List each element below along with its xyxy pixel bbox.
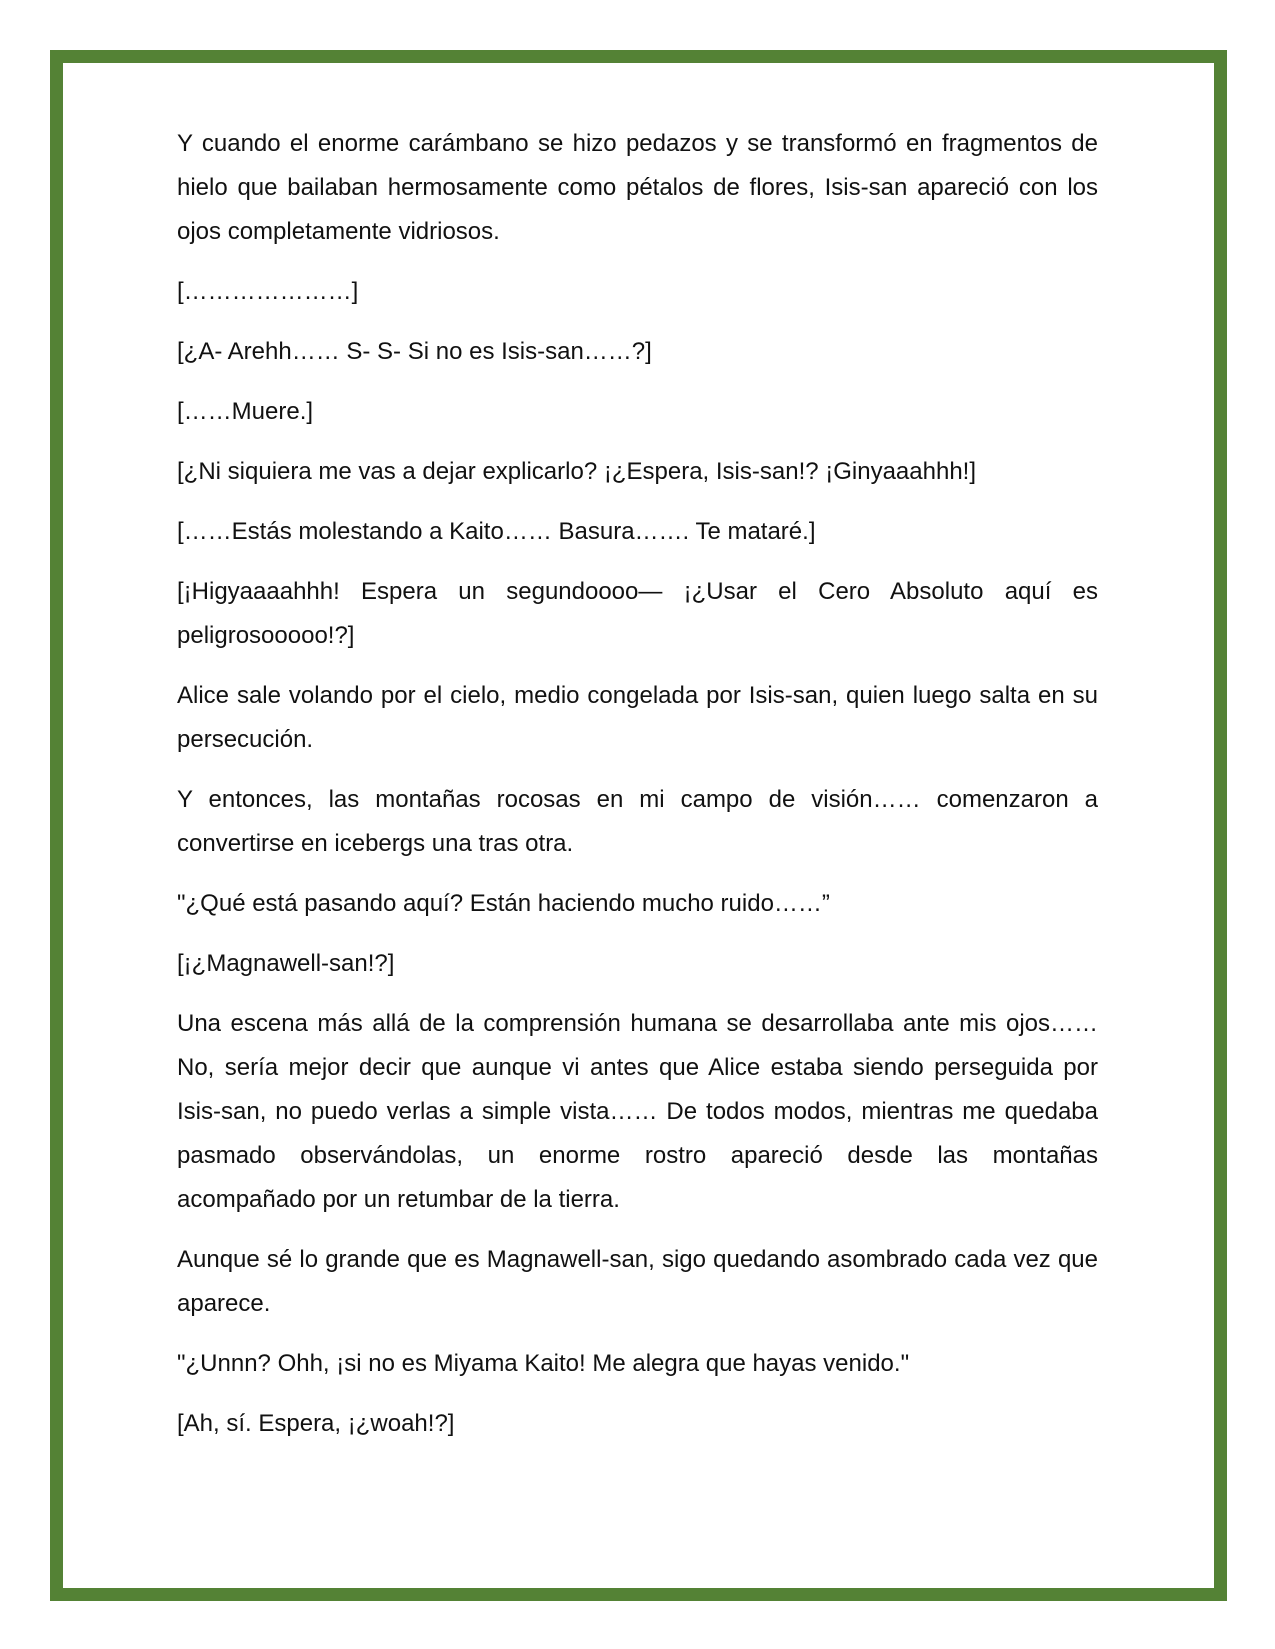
document-body xyxy=(177,122,1098,1462)
paragraph-dialogue: [Ah, sí. Espera, ¡¿woah!?] xyxy=(177,1410,455,1437)
paragraph-dialogue: […………………] xyxy=(177,278,359,305)
paragraph-dialogue: [¿A- Arehh…… S- S- Si no es Isis-san……?] xyxy=(177,338,652,365)
paragraph-dialogue: [……Muere.] xyxy=(177,398,314,425)
paragraph-narration: Y cuando el enorme carámbano se hizo pedazos y se transformó en fragmentos de hielo que bailaban hermosamente como pétalos de flores, Isis-san apareció con los ojos completamente vidriosos. xyxy=(177,130,1098,245)
paragraph-narration: Una escena más allá de la comprensión humana se desarrollaba ante mis ojos…… No, sería mejor decir que aunque vi antes que Alice estaba siendo perseguida por Isis-san, no puedo verlas a simple vista…… De todos modos, mientras me quedaba pasmado observándolas, un enorme rostro apareció desde las montañas acompañado por un retumbar de la tierra. xyxy=(177,1010,1098,1213)
paragraph-dialogue: [¿Ni siquiera me vas a dejar explicarlo? ¡¿Espera, Isis-san!? ¡Ginyaaahhh!] xyxy=(177,458,977,485)
paragraph-dialogue: [¡Higyaaaahhh! Espera un segundoooo— ¡¿Usar el Cero Absoluto aquí es peligrosooooo!?] xyxy=(177,578,1098,649)
paragraph-dialogue: [¡¿Magnawell-san!?] xyxy=(177,950,395,977)
paragraph-narration: Aunque sé lo grande que es Magnawell-san, sigo quedando asombrado cada vez que aparece. xyxy=(177,1246,1098,1317)
paragraph-dialogue: "¿Qué está pasando aquí? Están haciendo mucho ruido……” xyxy=(177,890,830,917)
paragraph-dialogue: "¿Unnn? Ohh, ¡si no es Miyama Kaito! Me alegra que hayas venido." xyxy=(177,1350,910,1377)
paragraph-narration: Y entonces, las montañas rocosas en mi campo de visión…… comenzaron a convertirse en icebergs una tras otra. xyxy=(177,786,1098,857)
paragraph-dialogue: [……Estás molestando a Kaito…… Basura……. Te mataré.] xyxy=(177,518,816,545)
paragraph-narration: Alice sale volando por el cielo, medio congelada por Isis-san, quien luego salta en su persecución. xyxy=(177,682,1098,753)
